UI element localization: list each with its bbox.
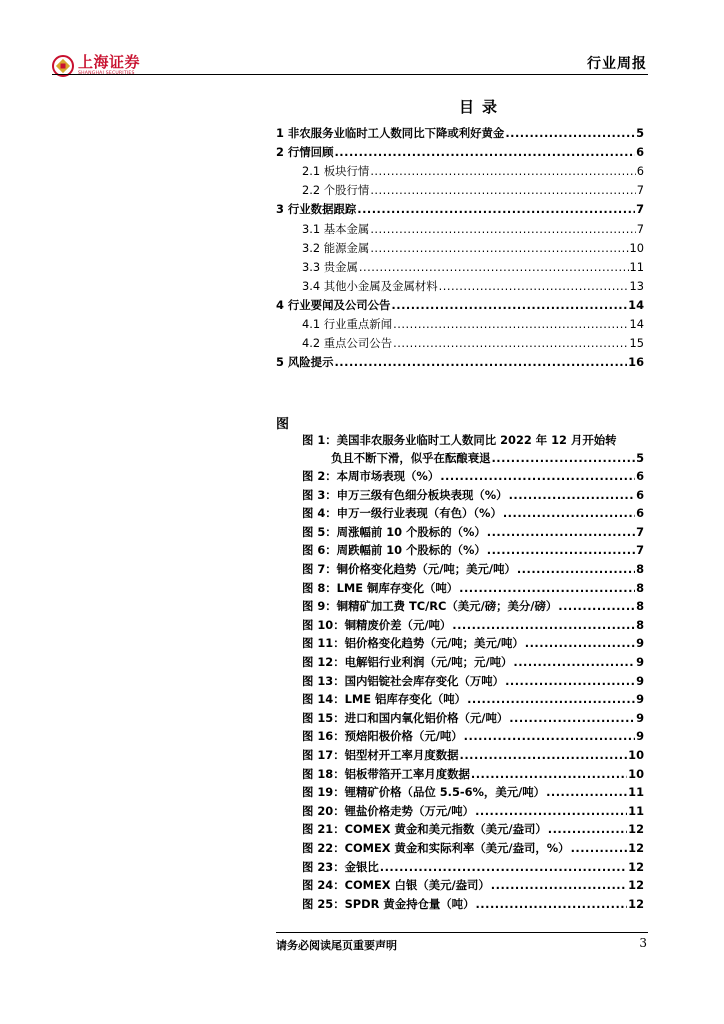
- toc-section-entry[interactable]: [302, 182, 644, 199]
- figure-entry-page: 8: [636, 562, 644, 576]
- leader-dots: [460, 746, 628, 764]
- toc-entry-label: 4.2 重点公司公告: [302, 336, 393, 351]
- figure-entry-label: 图 10：铜精废价差（元/吨）: [302, 617, 452, 632]
- figure-entry-label: 图 18：铝板带箔开工率月度数据: [302, 766, 470, 781]
- figure-entry-first-line[interactable]: 图 1：美国非农服务业临时工人数同比 2022 年 12 月开始转: [302, 433, 617, 447]
- leader-dots: [475, 895, 627, 913]
- figure-entry-page: 8: [636, 617, 644, 632]
- leader-dots: [491, 876, 627, 894]
- toc-section-entry[interactable]: [302, 240, 644, 257]
- figure-entry-label: 图 22：COMEX 黄金和实际利率（美元/盎司，%）: [302, 841, 570, 855]
- leader-dots: [475, 802, 627, 820]
- figure-entry-label: 图 3：申万三级有色细分板块表现（%）: [302, 487, 508, 502]
- toc-section-entry[interactable]: [302, 221, 644, 238]
- figure-entry-label: 图 15：进口和国内氧化铝价格（元/吨）: [302, 710, 509, 725]
- figure-entry-page: 10: [628, 748, 644, 762]
- leader-dots: [487, 541, 635, 559]
- figure-entry[interactable]: [302, 709, 644, 727]
- figure-entry[interactable]: [302, 541, 644, 559]
- figure-entry-first-continuation[interactable]: [331, 449, 644, 467]
- figure-entry-label: 图 8：LME 铜库存变化（吨）: [302, 580, 459, 595]
- leader-dots: [359, 259, 629, 276]
- leader-dots: [334, 354, 627, 371]
- figure-entry-label: 图 7：铜价格变化趋势（元/吨；美元/吨）: [302, 562, 516, 576]
- toc-section-entry[interactable]: [302, 163, 644, 180]
- figure-entry-page: 11: [628, 785, 644, 800]
- leader-dots: [370, 182, 635, 199]
- toc-entry-page: 14: [628, 297, 644, 312]
- figure-entry-page: 6: [636, 469, 644, 483]
- leader-dots: [517, 560, 635, 578]
- figure-entry[interactable]: [302, 653, 644, 671]
- figure-entry-label: 图 23：金银比: [302, 859, 379, 874]
- leader-dots: [440, 467, 635, 485]
- toc-section-entry[interactable]: [302, 335, 644, 352]
- leader-dots: [467, 690, 635, 708]
- figure-entry[interactable]: [302, 765, 644, 783]
- figure-entry[interactable]: [302, 504, 644, 522]
- figure-entry-label: 图 6：周跌幅前 10 个股标的（%）: [302, 543, 486, 558]
- toc-entry-label: 2.1 板块行情: [302, 164, 370, 179]
- figure-entry-page: 12: [628, 841, 644, 855]
- figure-entry-page: 5: [636, 451, 644, 465]
- page-header: [0, 0, 724, 80]
- figure-entry[interactable]: [302, 783, 644, 801]
- figure-entry-page: 6: [636, 506, 644, 521]
- toc-entry-label: 2 行情回顾: [276, 145, 334, 160]
- toc-entry-page: 10: [629, 240, 644, 255]
- leader-dots: [391, 297, 627, 314]
- leader-dots: [370, 163, 635, 180]
- leader-dots: [571, 839, 628, 857]
- figure-entry[interactable]: [302, 820, 644, 838]
- toc-entry-page: 15: [629, 336, 644, 351]
- figure-entry-page: 11: [628, 803, 644, 818]
- toc-entry-label: 3 行业数据跟踪: [276, 202, 357, 217]
- leader-dots: [503, 504, 635, 522]
- toc-entry-label: 3.4 其他小金属及金属材料: [302, 278, 438, 293]
- figure-entry[interactable]: [302, 690, 644, 708]
- logo-chinese-name: 上海证券: [78, 53, 141, 72]
- toc-entry-page: 6: [636, 164, 644, 179]
- leader-dots: [491, 449, 635, 467]
- figure-entry-page: 8: [636, 599, 644, 614]
- figure-entry[interactable]: [302, 616, 644, 634]
- figure-entry-label: 图 4：申万一级行业表现（有色）（%）: [302, 506, 502, 521]
- figure-entry[interactable]: [302, 467, 644, 485]
- leader-dots: [464, 727, 635, 745]
- toc-title: 目录: [458, 98, 505, 116]
- toc-entry-page: 16: [628, 355, 644, 370]
- leader-dots: [459, 579, 635, 597]
- figure-entry[interactable]: [302, 486, 644, 504]
- figure-entry-label: 图 13：国内铝锭社会库存变化（万吨）: [302, 673, 505, 688]
- leader-dots: [509, 709, 635, 727]
- figure-entry-label: 图 21：COMEX 黄金和美元指数（美元/盎司）: [302, 822, 547, 837]
- toc-entry-label: 4 行业要闻及公司公告: [276, 297, 391, 312]
- toc-entry-label: 5 风险提示: [276, 355, 334, 370]
- page-number: 3: [639, 936, 647, 950]
- figure-entry-label: 图 2：本周市场表现（%）: [302, 469, 440, 483]
- figure-entry[interactable]: [302, 523, 644, 541]
- figure-entry[interactable]: [302, 895, 644, 913]
- toc-chapter-entry[interactable]: [276, 201, 644, 218]
- leader-dots: [452, 616, 635, 634]
- figure-entry-page: 12: [628, 822, 644, 837]
- footer-disclaimer: 请务必阅读尾页重要声明: [276, 939, 397, 952]
- leader-dots: [548, 820, 627, 838]
- figure-entry-label: 图 14：LME 铝库存变化（吨）: [302, 692, 467, 707]
- figure-entry-page: 9: [636, 729, 644, 744]
- toc-entry-page: 11: [629, 259, 644, 274]
- header-divider: [52, 74, 648, 75]
- figure-entry[interactable]: [302, 579, 644, 597]
- figure-entry[interactable]: [302, 560, 644, 578]
- figure-entry-page: 8: [636, 580, 644, 595]
- toc-entry-page: 7: [636, 221, 644, 236]
- toc-chapter-entry[interactable]: [276, 125, 644, 142]
- figures-heading: 图: [276, 417, 290, 432]
- figure-entry[interactable]: [302, 802, 644, 820]
- figure-entry-page: 9: [636, 692, 644, 707]
- figure-entry-label: 图 20：锂盐价格走势（万元/吨）: [302, 803, 475, 818]
- figure-entry[interactable]: [302, 858, 644, 876]
- figure-entry-page: 9: [636, 673, 644, 688]
- toc-entry-page: 7: [636, 183, 644, 198]
- leader-dots: [439, 278, 629, 295]
- leader-dots: [393, 335, 628, 352]
- leader-dots: [546, 783, 627, 801]
- leader-dots: [525, 634, 635, 652]
- figure-entry-label: 图 17：铝型材开工率月度数据: [302, 748, 459, 762]
- figure-entry[interactable]: [302, 746, 644, 764]
- figure-entry-label: 图 9：铜精矿加工费 TC/RC（美元/磅；美分/磅）: [302, 599, 558, 614]
- toc-section-entry[interactable]: [302, 259, 644, 276]
- leader-dots: [505, 125, 635, 142]
- toc-entry-label: 3.1 基本金属: [302, 221, 370, 236]
- leader-dots: [505, 672, 635, 690]
- figure-entry[interactable]: [302, 634, 644, 652]
- figure-entry-page: 10: [628, 766, 644, 781]
- toc-entry-page: 13: [629, 278, 644, 293]
- toc-chapter-entry[interactable]: [276, 297, 644, 314]
- toc-entry-page: 14: [629, 317, 644, 331]
- leader-dots: [380, 858, 627, 876]
- figure-entry-label: 负且不断下滑，似乎在酝酿衰退: [331, 451, 491, 465]
- figure-entry-label: 图 11：铝价格变化趋势（元/吨；美元/吨）: [302, 636, 524, 651]
- toc-chapter-entry[interactable]: [276, 354, 644, 371]
- toc-entry-page: 5: [636, 126, 644, 140]
- toc-entry-label: 3.3 贵金属: [302, 259, 358, 274]
- figure-entry-label: 图 25：SPDR 黄金持仓量（吨）: [302, 896, 475, 911]
- figure-entry-page: 12: [628, 896, 644, 911]
- figure-entry-label: 图 19：锂精矿价格（品位 5.5-6%，美元/吨）: [302, 785, 546, 800]
- leader-dots: [334, 144, 635, 161]
- figure-entry-page: 12: [628, 878, 644, 893]
- figure-entry-label: 图 24：COMEX 白银（美元/盎司）: [302, 878, 490, 893]
- figure-entry-page: 7: [636, 524, 644, 539]
- leader-dots: [393, 316, 628, 333]
- leader-dots: [487, 523, 635, 541]
- toc-entry-label: 4.1 行业重点新闻: [302, 317, 393, 331]
- toc-entry-page: 7: [636, 202, 644, 217]
- figure-entry[interactable]: [302, 839, 644, 857]
- figure-entry-page: 7: [636, 543, 644, 558]
- figure-entry-label: 图 16：预焙阳极价格（元/吨）: [302, 729, 463, 744]
- leader-dots: [509, 486, 636, 504]
- toc-section-entry[interactable]: [302, 316, 644, 333]
- toc-entry-page: 6: [636, 145, 644, 160]
- leader-dots: [357, 201, 635, 218]
- figure-entry-page: 6: [636, 487, 644, 502]
- report-type-label: 行业周报: [587, 56, 647, 72]
- figure-entry[interactable]: [302, 597, 644, 615]
- figure-entry-label: 图 12：电解铝行业利润（元/吨；元/吨）: [302, 655, 513, 669]
- leader-dots: [471, 765, 627, 783]
- figure-entry[interactable]: [302, 672, 644, 690]
- figure-entry-label: 图 5：周涨幅前 10 个股标的（%）: [302, 524, 486, 539]
- toc-entry-label: 2.2 个股行情: [302, 183, 370, 198]
- figure-entry-page: 12: [628, 859, 644, 874]
- figure-entry-page: 9: [636, 710, 644, 725]
- toc-entry-label: 1 非农服务业临时工人数同比下降或利好黄金: [276, 126, 505, 140]
- toc-chapter-entry[interactable]: [276, 144, 644, 161]
- figure-entry-page: 9: [636, 636, 644, 651]
- leader-dots: [558, 597, 635, 615]
- leader-dots: [370, 240, 628, 257]
- leader-dots: [513, 653, 635, 671]
- figure-entry[interactable]: [302, 727, 644, 745]
- figure-entry[interactable]: [302, 876, 644, 894]
- toc-entry-label: 3.2 能源金属: [302, 240, 370, 255]
- figure-entry-page: 9: [636, 655, 644, 669]
- leader-dots: [370, 221, 635, 238]
- toc-section-entry[interactable]: [302, 278, 644, 295]
- footer-divider: [276, 932, 648, 933]
